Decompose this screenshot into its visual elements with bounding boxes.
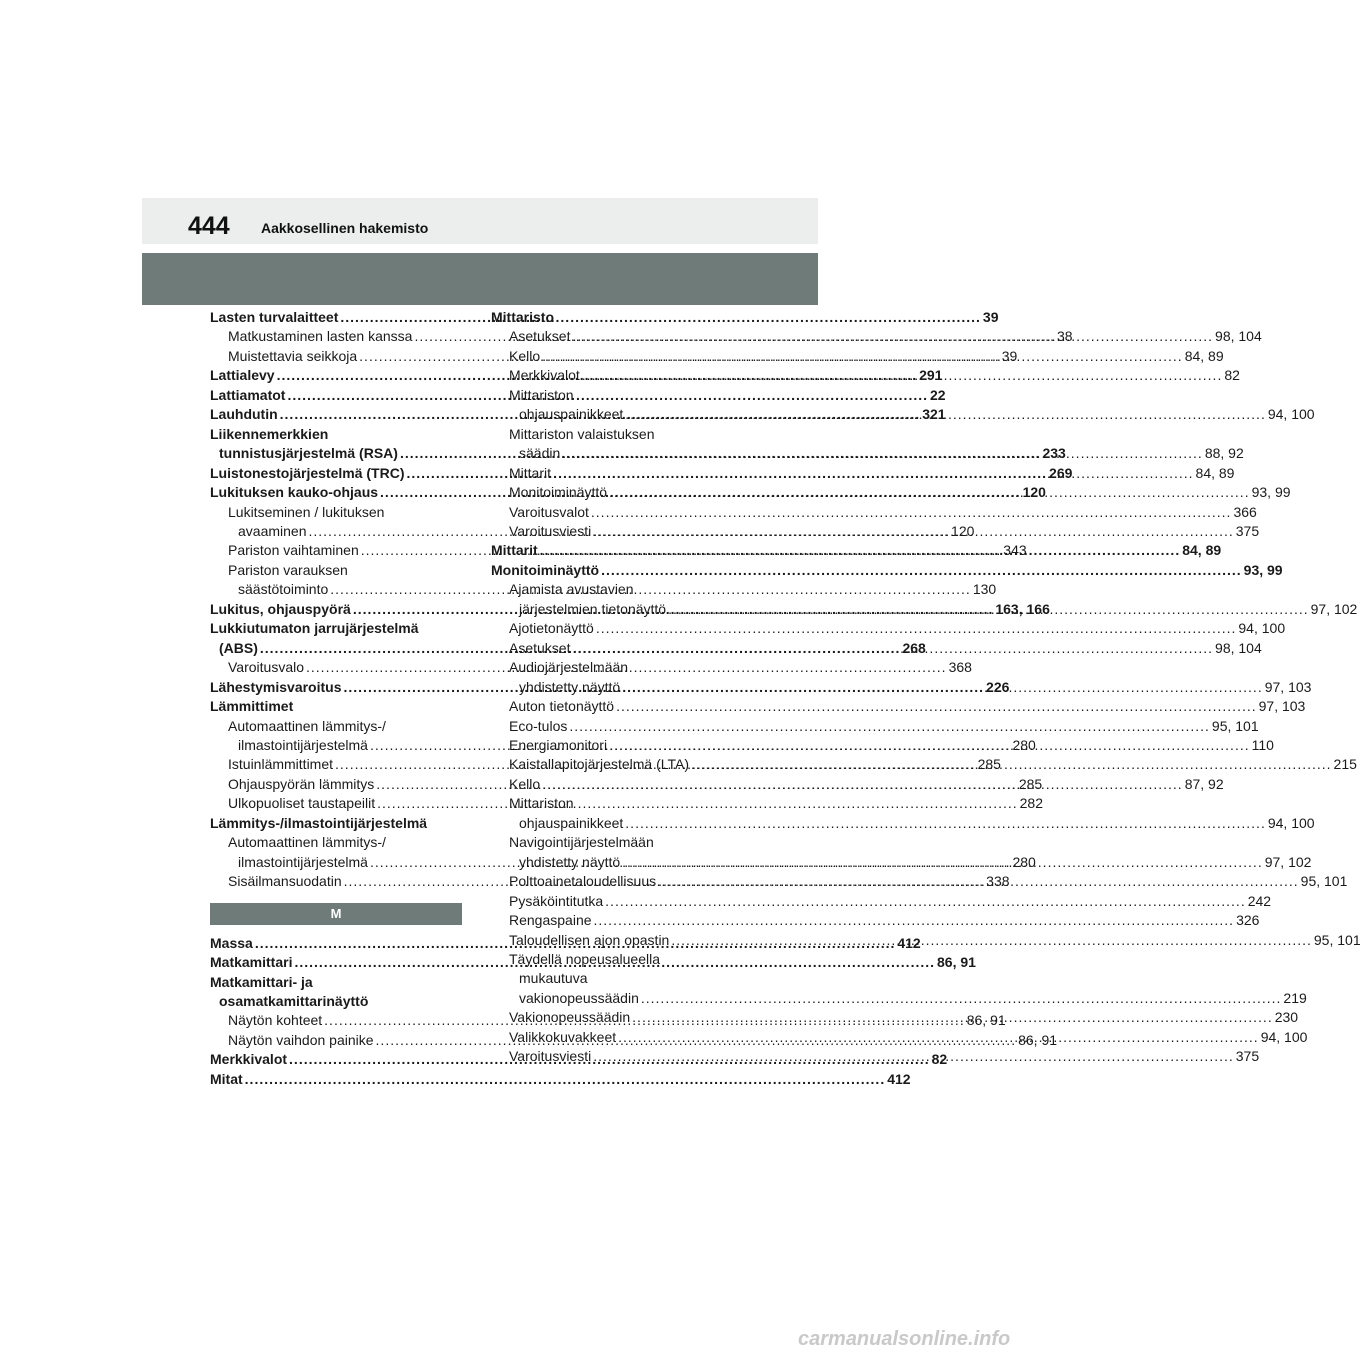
entry-pages: 230 — [1274, 1009, 1299, 1026]
entry-label: Monitoiminäyttö — [491, 561, 600, 578]
entry-pages: 242 — [1247, 892, 1272, 909]
entry-pages: 412 — [887, 1070, 911, 1087]
dot-leader — [562, 444, 1203, 463]
entry-label: ilmastointijärjestelmä — [238, 736, 368, 753]
dot-leader — [572, 639, 1213, 658]
entry-pages: 285 — [977, 756, 1001, 773]
entry-label: yhdistetty näyttö — [519, 853, 621, 870]
index-entry — [491, 911, 1260, 930]
entry-label: Istuinlämmittimet — [228, 756, 334, 773]
dot-leader — [625, 814, 1266, 833]
dot-leader — [582, 366, 1223, 385]
entry-pages: 22 — [930, 386, 946, 403]
entry-pages: 280 — [1012, 736, 1036, 753]
entry-pages: 368 — [948, 659, 972, 676]
entry-label: Merkkivalot — [210, 1051, 288, 1068]
dot-leader — [625, 405, 1266, 424]
entry-pages: 269 — [1049, 464, 1073, 481]
entry-label: Kello — [509, 347, 541, 364]
entry-label: Varoitusviesti — [509, 1048, 592, 1065]
entry-pages: 343 — [1003, 542, 1027, 559]
entry-pages: 86, 91 — [1018, 1031, 1058, 1048]
entry-pages: 94, 100 — [1267, 814, 1315, 831]
index-entry — [491, 892, 1272, 911]
entry-label: Matkustaminen lasten kanssa — [228, 328, 413, 345]
index-entry-heading: Pariston varauksen — [228, 561, 348, 578]
entry-pages: 326 — [1236, 912, 1260, 929]
entry-label: Polttoainetaloudellisuus — [509, 873, 657, 890]
entry-pages: 94, 100 — [1267, 406, 1315, 423]
entry-pages: 86, 91 — [937, 954, 976, 971]
index-entry-heading: Ajamista avustavien — [509, 581, 634, 598]
index-entry — [491, 814, 1315, 833]
entry-pages: 84, 89 — [1195, 464, 1235, 481]
entry-label: Näytön kohteet — [228, 1012, 323, 1029]
dot-leader — [601, 561, 1242, 580]
dot-leader — [245, 1070, 886, 1089]
dot-leader — [671, 931, 1312, 950]
index-entry — [491, 697, 1306, 716]
entry-label: ilmastointijärjestelmä — [238, 853, 368, 870]
entry-label: Vakionopeussäädin — [509, 1009, 631, 1026]
entry-pages: 375 — [1235, 1048, 1260, 1065]
index-entry-heading: osamatkamittarinäyttö — [219, 992, 369, 1009]
entry-pages: 219 — [1283, 989, 1307, 1006]
entry-pages: 285 — [1018, 775, 1043, 792]
entry-pages: 95, 101 — [1300, 873, 1348, 890]
dot-leader — [632, 1008, 1273, 1027]
dot-leader — [542, 347, 1183, 366]
entry-pages: 282 — [1019, 795, 1043, 812]
dot-leader — [593, 522, 1234, 541]
entry-label: säästötoiminto — [238, 581, 329, 598]
dot-leader — [622, 678, 1263, 697]
entry-pages: 38 — [1056, 328, 1073, 345]
index-entry — [491, 561, 1283, 580]
entry-label: avaaminen — [238, 522, 307, 539]
entry-label: Lähestymisvaroitus — [210, 678, 342, 695]
header-bar — [142, 198, 818, 244]
entry-label: Varoitusvalo — [228, 659, 305, 676]
index-entry-heading: Automaattinen lämmitys-/ — [228, 717, 386, 734]
entry-label: Valikkokuvakkeet — [509, 1028, 617, 1045]
entry-pages: 94, 100 — [1238, 620, 1286, 637]
dot-leader — [569, 717, 1210, 736]
entry-pages: 120 — [951, 522, 975, 539]
entry-pages: 97, 103 — [1258, 698, 1306, 715]
index-entry-heading: Mittariston — [509, 795, 574, 812]
dot-leader — [605, 892, 1246, 911]
entry-label: Luistonestojärjestelmä (TRC) — [210, 464, 405, 481]
entry-label: Merkkivalot — [509, 367, 580, 384]
entry-label: ohjauspainikkeet — [519, 406, 624, 423]
entry-pages: 82 — [931, 1051, 948, 1068]
index-entry-heading: Mittariston — [509, 386, 574, 403]
chapter-banner — [142, 253, 818, 305]
index-entry-heading: Liikennemerkkien — [210, 425, 329, 442]
index-entry-heading: Lukitseminen / lukituksen — [228, 503, 385, 520]
entry-label: Lasten turvalaitteet — [210, 309, 339, 325]
entry-pages: 97, 102 — [1310, 600, 1358, 617]
entry-label: vakionopeussäädin — [519, 989, 639, 1006]
dot-leader — [641, 989, 1282, 1008]
index-entry-heading: Täydellä nopeusalueella — [509, 950, 660, 967]
entry-label: Lattialevy — [210, 367, 275, 384]
index-entry-heading: Lukkiutumaton jarrujärjestelmä — [210, 620, 419, 637]
entry-label: Rengaspaine — [509, 912, 592, 929]
entry-pages: 84, 89 — [1184, 347, 1224, 364]
dot-leader — [609, 483, 1250, 502]
entry-label: Muistettavia seikkoja — [228, 347, 358, 364]
index-entry-heading: Mittaristo — [491, 309, 554, 325]
entry-label: ohjauspainikkeet — [519, 814, 624, 831]
entry-label: tunnistusjärjestelmä (RSA) — [219, 445, 398, 462]
entry-pages: 375 — [1235, 522, 1260, 539]
entry-pages: 86, 91 — [966, 1012, 1006, 1029]
entry-label: Näytön vaihdon painike — [228, 1031, 374, 1048]
entry-pages: 88, 92 — [1204, 445, 1244, 462]
entry-pages: 268 — [902, 639, 926, 656]
entry-label: Matkamittari — [210, 954, 293, 971]
entry-pages: 215 — [1333, 756, 1357, 773]
entry-label: Varoitusvalot — [509, 503, 589, 520]
dot-leader — [668, 600, 1309, 619]
entry-label: Mittarit — [491, 542, 538, 559]
entry-label: Asetukset — [509, 328, 571, 345]
index-entry — [491, 717, 1259, 736]
index-entry-heading: Navigointijärjestelmään — [509, 834, 654, 851]
entry-pages: 97, 102 — [1264, 853, 1312, 870]
entry-label: Kello — [509, 775, 541, 792]
index-entry-heading: mukautuva — [519, 970, 588, 987]
entry-label: Pysäköintitutka — [509, 892, 604, 909]
entry-label: Ohjauspyörän lämmitys — [228, 775, 375, 792]
index-entry — [491, 619, 1286, 638]
index-entry — [491, 989, 1307, 1008]
entry-pages: 163, 166 — [995, 600, 1050, 617]
entry-pages: 226 — [986, 678, 1010, 695]
dot-leader — [593, 1047, 1234, 1066]
entry-pages: 338 — [986, 873, 1010, 890]
section-title: Aakkosellinen hakemisto — [261, 220, 429, 236]
watermark: carmanualsonline.info — [798, 1328, 1011, 1350]
dot-leader — [572, 327, 1213, 346]
entry-pages: 110 — [1251, 736, 1274, 753]
entry-pages: 412 — [897, 934, 921, 951]
index-entry-heading: Mittariston valaistuksen — [509, 425, 655, 442]
entry-label: Asetukset — [509, 639, 571, 656]
index-entry-heading: Audiojärjestelmään — [509, 659, 629, 676]
entry-pages: 87, 92 — [1184, 775, 1224, 792]
entry-label: yhdistetty näyttö — [519, 678, 621, 695]
entry-pages: 95, 101 — [1313, 931, 1361, 948]
entry-pages: 93, 99 — [1243, 561, 1283, 578]
dot-leader — [691, 755, 1332, 774]
index-entry — [210, 1070, 911, 1089]
entry-label: Ajotietonäyttö — [509, 620, 594, 637]
page-number: 444 — [188, 212, 230, 240]
entry-label: Taloudellisen ajon opastin — [509, 931, 670, 948]
entry-label: Eco-tulos — [509, 717, 568, 734]
entry-pages: 93, 99 — [1251, 484, 1291, 501]
index-entry-heading: Automaattinen lämmitys-/ — [228, 834, 386, 851]
entry-label: Lukitus, ohjauspyörä — [210, 600, 351, 617]
entry-label: (ABS) — [219, 639, 258, 656]
entry-label: järjestelmien tietonäyttö — [519, 600, 667, 617]
entry-label: säädin — [519, 445, 561, 462]
dot-leader — [609, 736, 1250, 755]
entry-label: Monitoiminäyttö — [509, 484, 608, 501]
dot-leader — [618, 1028, 1259, 1047]
entry-label: Energiamonitori — [509, 736, 608, 753]
entry-label: Mitat — [210, 1070, 243, 1087]
entry-pages: 291 — [919, 367, 943, 384]
entry-label: Lattiamatot — [210, 386, 286, 403]
dot-leader — [596, 619, 1237, 638]
entry-pages: 84, 89 — [1182, 542, 1222, 559]
entry-label: Lauhdutin — [210, 406, 278, 423]
entry-pages: 95, 101 — [1211, 717, 1259, 734]
entry-pages: 233 — [1042, 445, 1066, 462]
dot-leader — [594, 911, 1235, 930]
entry-pages: 98, 104 — [1215, 328, 1262, 345]
entry-pages: 130 — [972, 581, 997, 598]
entry-label: Lukituksen kauko-ohjaus — [210, 484, 379, 501]
entry-pages: 98, 104 — [1215, 639, 1262, 656]
entry-pages: 94, 100 — [1260, 1028, 1308, 1045]
entry-label: Mittarit — [509, 464, 551, 481]
index-entry-heading: Lämmitys-/ilmastointijärjestelmä — [210, 814, 428, 831]
entry-pages: 321 — [922, 406, 946, 423]
entry-label: Varoitusviesti — [509, 522, 592, 539]
entry-label: Auton tietonäyttö — [509, 698, 615, 715]
index-entry-heading: Matkamittari- ja — [210, 973, 313, 990]
entry-label: Pariston vaihtaminen — [228, 542, 359, 559]
entry-label: Kaistallapitojärjestelmä (LTA) — [509, 756, 689, 773]
index-entry — [491, 503, 1257, 522]
dot-leader — [658, 872, 1299, 891]
entry-pages: 39 — [982, 309, 999, 325]
dot-leader — [622, 853, 1263, 872]
entry-pages: 82 — [1224, 367, 1240, 384]
dot-leader — [542, 775, 1183, 794]
dot-leader — [553, 464, 1194, 483]
entry-pages: 280 — [1012, 853, 1036, 870]
entry-pages: 97, 103 — [1264, 678, 1312, 695]
index-entry-heading: Lämmittimet — [210, 698, 294, 715]
entry-label: Ulkopuoliset taustapeilit — [228, 795, 376, 812]
entry-pages: 366 — [1233, 503, 1257, 520]
entry-label: Massa — [210, 934, 253, 951]
dot-leader — [616, 697, 1257, 716]
dot-leader — [540, 541, 1181, 560]
letter-divider-m: M — [210, 903, 462, 925]
entry-pages: 39 — [1001, 347, 1018, 364]
dot-leader — [591, 503, 1232, 522]
entry-label: Sisäilmansuodatin — [228, 873, 342, 890]
entry-pages: 120 — [1022, 484, 1046, 501]
